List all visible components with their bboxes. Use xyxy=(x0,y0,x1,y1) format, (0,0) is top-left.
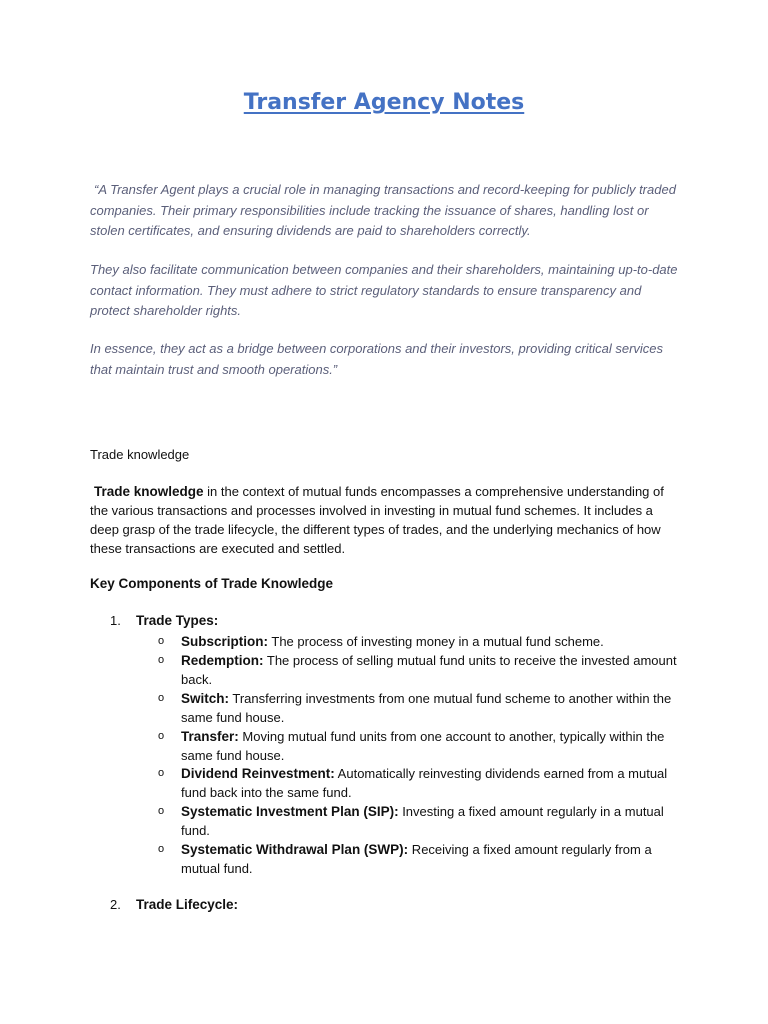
bullet-icon: o xyxy=(158,635,165,647)
bullet-icon: o xyxy=(158,654,165,666)
list-number-1: 1. xyxy=(110,613,121,628)
item-term: Switch: xyxy=(181,691,230,706)
bullet-icon: o xyxy=(158,692,165,704)
bullet-icon: o xyxy=(158,767,165,779)
item-desc: Receiving a fixed amount regularly from a mutual fund. xyxy=(181,842,652,876)
item-desc: Automatically reinvesting dividends earned from a mutual fund back into the same fund. xyxy=(181,766,668,800)
item-desc: Moving mutual fund units from one account to another, typically within the same fund house. xyxy=(181,729,665,763)
item-term: Subscription: xyxy=(181,634,268,649)
document-title: Transfer Agency Notes xyxy=(243,90,525,115)
item-desc: Transferring investments from one mutual fund scheme to another within the same fund house. xyxy=(181,691,672,725)
quote-paragraph-3: In essence, they act as a bridge between corporations and their investors, providing critical services that maintain trust and smooth operations.” xyxy=(90,341,664,377)
list-number-2: 2. xyxy=(110,897,121,912)
intro-text: in the context of mutual funds encompasses a comprehensive understanding of the various transactions and processes involved in investing in mutual fund schemes. It includes a deep grasp of the trade lifecycle, the different types of trades, and the underlying mechanics of how these transactions are executed and settled. xyxy=(90,484,664,556)
item-term: Dividend Reinvestment: xyxy=(181,766,335,781)
item-term: Redemption: xyxy=(181,653,264,668)
item-desc: The process of selling mutual fund units to receive the invested amount back. xyxy=(181,653,677,687)
bullet-icon: o xyxy=(158,805,165,817)
intro-lead-term: Trade knowledge xyxy=(94,484,204,499)
list-label-trade-lifecycle: Trade Lifecycle: xyxy=(136,897,239,912)
item-term: Systematic Investment Plan (SIP): xyxy=(181,804,399,819)
section-heading: Trade knowledge xyxy=(90,447,190,462)
bullet-icon: o xyxy=(158,843,165,855)
item-desc: Investing a fixed amount regularly in a mutual fund. xyxy=(181,804,664,838)
item-desc: The process of investing money in a mutual fund scheme. xyxy=(268,634,604,649)
quote-paragraph-2: They also facilitate communication between companies and their shareholders, maintaining up-to-date contact information. They must adhere to strict regulatory standards to ensure transparency and protect shareholder rights. xyxy=(90,262,678,318)
item-term: Systematic Withdrawal Plan (SWP): xyxy=(181,842,409,857)
bullet-icon: o xyxy=(158,730,165,742)
quote-paragraph-1: “A Transfer Agent plays a crucial role in managing transactions and record-keeping for publicly traded companies. Their primary responsibilities include tracking the issuance of shares, handling lost or stolen certificates, and ensuring dividends are paid to shareholders correctly. xyxy=(90,182,676,238)
key-components-heading: Key Components of Trade Knowledge xyxy=(90,576,334,591)
list-label-trade-types: Trade Types: xyxy=(136,613,219,628)
item-term: Transfer: xyxy=(181,729,239,744)
intro-paragraph xyxy=(90,482,685,558)
